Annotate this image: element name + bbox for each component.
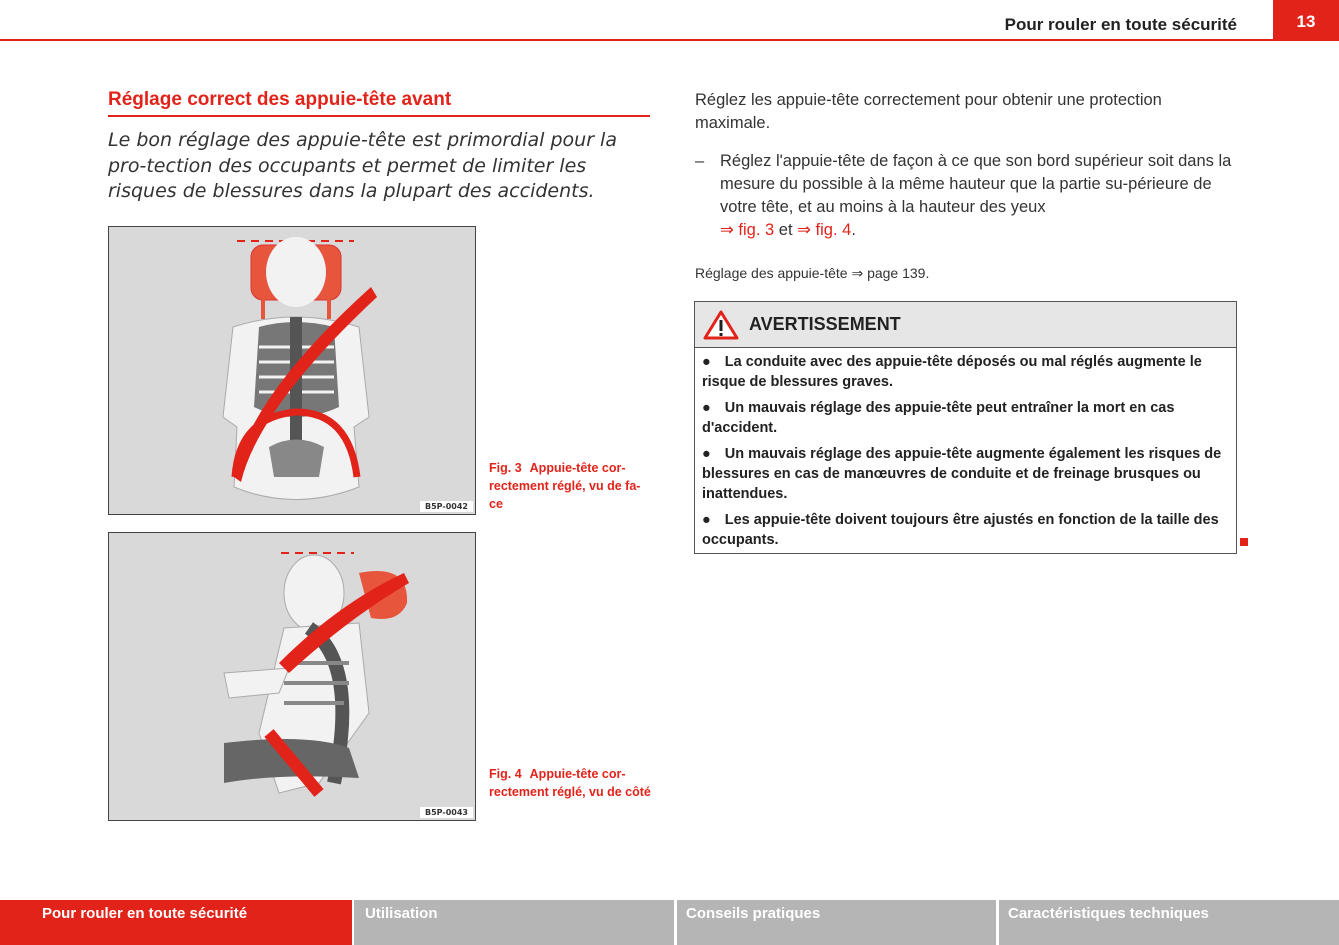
header-rule bbox=[0, 39, 1273, 41]
figure-code: B5P-0042 bbox=[420, 501, 473, 512]
footer-tab-utilisation[interactable]: Utilisation bbox=[354, 900, 674, 945]
warning-title: AVERTISSEMENT bbox=[749, 314, 901, 334]
step-dash: – bbox=[695, 152, 705, 170]
warning-item: ● La conduite avec des appuie-tête déposés ou mal réglés augmente le risque de blessures graves. bbox=[702, 354, 1202, 390]
link-fig-4[interactable]: ⇒ fig. 4 bbox=[797, 221, 852, 239]
figure-4-side-view bbox=[108, 532, 476, 821]
figure-4-caption bbox=[489, 765, 654, 801]
warning-item: ● Un mauvais réglage des appuie-tête augmente également les risques de blessures en cas de manœuvres de conduite et de freinage brusques ou inattendues. bbox=[702, 446, 1222, 502]
figure-number: Fig. 3 bbox=[489, 461, 522, 475]
figure-code: B5P-0043 bbox=[420, 807, 473, 818]
warning-box bbox=[694, 301, 1237, 554]
page-number: 13 bbox=[1273, 0, 1339, 41]
warning-item: ● Un mauvais réglage des appuie-tête peut entraîner la mort en cas d'accident. bbox=[702, 400, 1175, 436]
paragraph: Réglez les appuie-tête correctement pour obtenir une protection maximale. bbox=[695, 91, 1162, 132]
and-text: et bbox=[778, 221, 793, 239]
header-title: Pour rouler en toute sécurité bbox=[1004, 15, 1237, 34]
warning-item-text: La conduite avec des appuie-tête déposés ou mal réglés augmente le risque de blessures graves. bbox=[702, 354, 1202, 390]
warning-item-text: Un mauvais réglage des appuie-tête augmente également les risques de blessures en cas de manœuvres de conduite et de freinage brusques ou inattendues. bbox=[702, 446, 1222, 502]
footer-tab-caracteristiques[interactable]: Caractéristiques techniques bbox=[999, 900, 1339, 945]
warning-item-text: Un mauvais réglage des appuie-tête peut entraîner la mort en cas d'accident. bbox=[702, 400, 1175, 436]
headrest-side-illustration bbox=[109, 533, 476, 821]
figure-3-caption bbox=[489, 459, 654, 513]
warning-triangle-icon bbox=[703, 310, 739, 340]
warning-header bbox=[695, 302, 1236, 348]
figure-number: Fig. 4 bbox=[489, 767, 522, 781]
warning-list bbox=[695, 348, 1236, 550]
page-link[interactable]: ⇒ page 139 bbox=[851, 265, 926, 281]
warning-item: ● Les appuie-tête doivent toujours être ajustés en fonction de la taille des occupants. bbox=[702, 512, 1219, 548]
section-rule bbox=[108, 115, 650, 117]
step-body: Réglez l'appuie-tête de façon à ce que son bord supérieur soit dans la mesure du possible à la même hauteur que la partie su-périeure de votre tête, et au moins à la hauteur des yeux bbox=[720, 152, 1232, 216]
warning-item-text: Les appuie-tête doivent toujours être ajustés en fonction de la taille des occupants. bbox=[702, 512, 1219, 548]
section-end-marker bbox=[1240, 538, 1248, 546]
intro-text: Le bon réglage des appuie-tête est primordial pour la pro-tection des occupants et permet de limiter les risques de blessures dans la plupart des accidents. bbox=[108, 129, 617, 202]
link-fig-3[interactable]: ⇒ fig. 3 bbox=[720, 221, 775, 239]
footer-tab-conseils[interactable]: Conseils pratiques bbox=[677, 900, 996, 945]
figure-3-front-view bbox=[108, 226, 476, 515]
caption-text: Appuie-tête cor-rectement réglé, vu de fa-ce bbox=[489, 461, 641, 511]
caption-text: Appuie-tête cor-rectement réglé, vu de côté bbox=[489, 767, 651, 799]
step-text: Réglez l'appuie-tête de façon à ce que son bord supérieur soit dans la mesure du possible à la même hauteur que la partie su-périeure de votre tête, et au moins à la hauteur des yeux ⇒ fig. 3 et ⇒ fig. 4. bbox=[720, 152, 1232, 239]
headrest-front-illustration bbox=[109, 227, 476, 515]
footer-tab-safety[interactable]: Pour rouler en toute sécurité bbox=[0, 900, 352, 945]
reference: Réglage des appuie-tête ⇒ page 139. bbox=[695, 265, 930, 281]
section-title: Réglage correct des appuie-tête avant bbox=[108, 89, 452, 110]
reference-text: Réglage des appuie-tête bbox=[695, 265, 848, 281]
